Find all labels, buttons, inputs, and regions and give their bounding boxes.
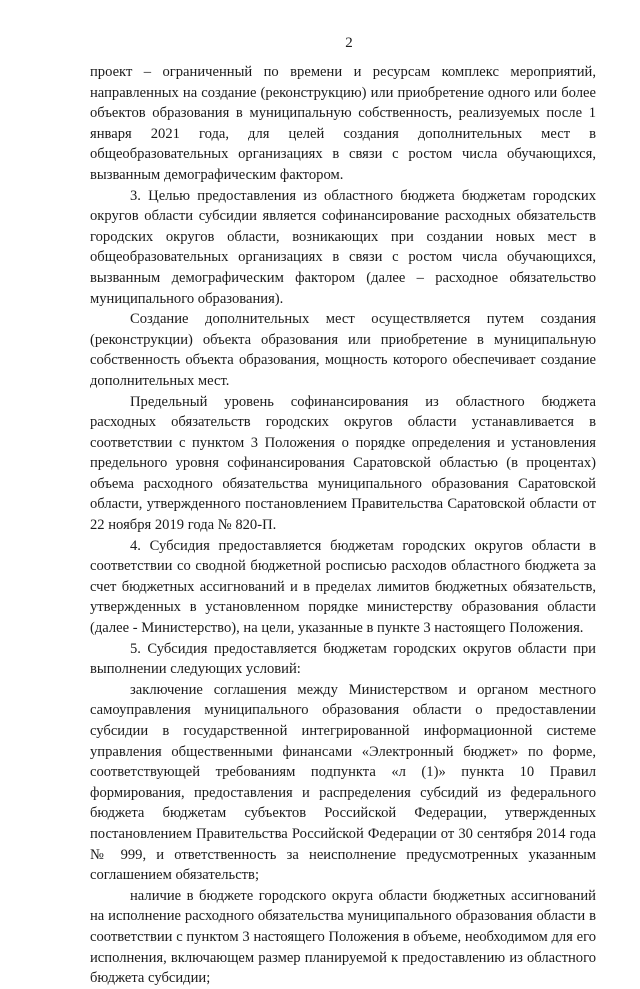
paragraph-project-definition: проект – ограниченный по времени и ресурсам комплекс мероприятий, направленных на создание (реконструкцию) или приобретение одного или более объектов образования в муниципальную собственность, реализуемых после 1 января 2021 года, для целей создания дополнительных мест в общеобразовательных организациях в связи с ростом числа обучающихся, вызванным демографическим фактором. xyxy=(90,64,596,183)
paragraph-item-3-goal: 3. Целью предоставления из областного бюджета бюджетам городских округов области субсидии является софинансирование расходных обязательств городских округов области, возникающих при создании новых мест в общеобразовательных организациях в связи с ростом числа обучающихся, вызванным демографическим фактором (далее – расходное обязательство муниципального образования). xyxy=(90,187,596,307)
paragraph-condition-budget-allocations: наличие в бюджете городского округа области бюджетных ассигнований на исполнение расходного обязательства муниципального образования области в соответствии с пунктом 3 настоящего Положения в объеме, необходимом для его исполнения, включающем размер планируемой к предоставлению из областного бюджета субсидии; xyxy=(90,887,596,987)
paragraph-cofinancing-level: Предельный уровень софинансирования из областного бюджета расходных обязательств городских округов области устанавливается в соответствии с пунктом 3 Положения о порядке определения и установления предельного уровня софинансирования Саратовской областью (в процентах) объема расходного обязательства муниципального образования Саратовской области, утвержденного постановлением Правительства Саратовской области от 22 ноября 2019 года № 820-П. xyxy=(90,393,596,534)
paragraph-item-5-conditions: 5. Субсидия предоставляется бюджетам городских округов области при выполнении следующих условий: xyxy=(90,640,596,678)
paragraph-item-4-provision: 4. Субсидия предоставляется бюджетам городских округов области в соответствии со сводной бюджетной росписью расходов областного бюджета за счет бюджетных ассигнований и в пределах лимитов бюджетных обязательств, утвержденных в установленном порядке министерству образования области (далее - Министерство), на цели, указанные в пункте 3 настоящего Положения. xyxy=(90,537,596,637)
paragraph-creation-of-places: Создание дополнительных мест осуществляется путем создания (реконструкции) объекта образования или приобретение в муниципальную собственность объекта образования, мощность которого обеспечивает создание дополнительных мест. xyxy=(90,311,596,389)
page-number: 2 xyxy=(345,35,353,51)
paragraph-condition-agreement: заключение соглашения между Министерством и органом местного самоуправления муниципального образования области о предоставлении субсидии в государственной интегрированной информационной системе управления общественными финансами «Электронный бюджет» по форме, соответствующей требованиям подпункта «л (1)» пункта 10 Правил формирования, предоставления и распределения субсидий из федерального бюджета бюджетам субъектов Российской Федерации, утвержденных постановлением Правительства Российской Федерации от 30 сентября 2014 года № 999, и ответственность за неисполнение предусмотренных указанным соглашением обязательств; xyxy=(90,681,596,884)
